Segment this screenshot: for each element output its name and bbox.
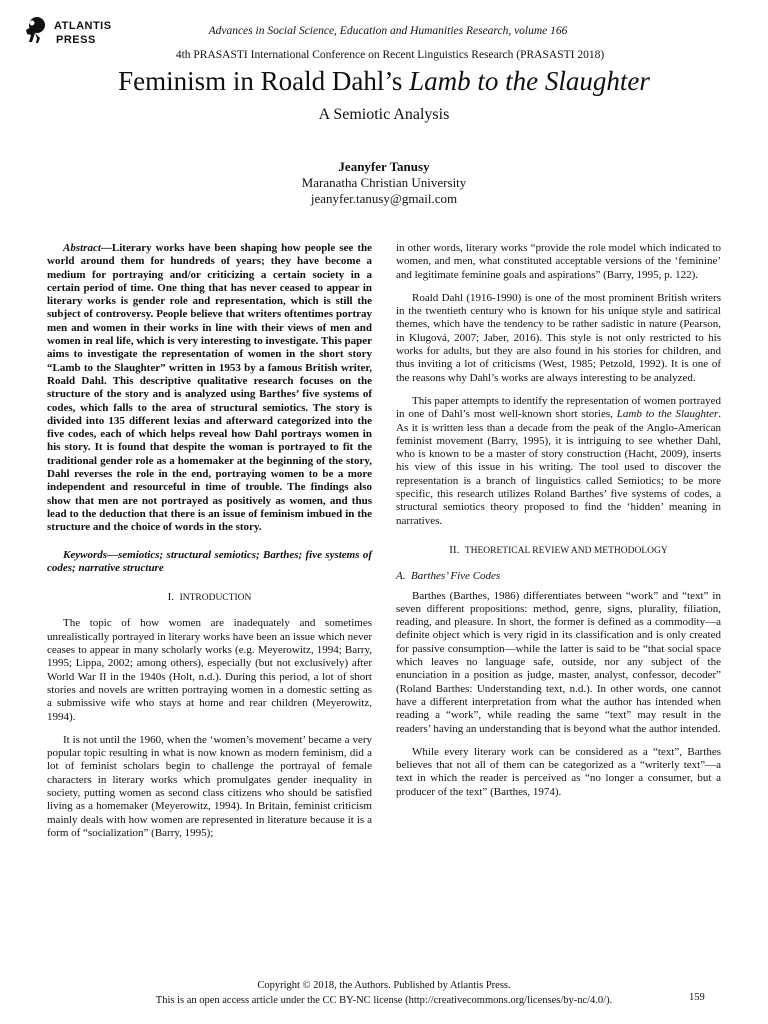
- paper-title-italic: Lamb to the Slaughter: [409, 66, 650, 96]
- theory-paragraph-2: While every literary work can be considered as a “text”, Barthes believes that not all of them can be categorized as a “writerly text”—a text in which the reader is perceived as “no longer a consumer, but a producer of the text” (Barthes, 1974).: [396, 745, 721, 798]
- intro-paragraph-1: The topic of how women are inadequately and sometimes unrealistically portrayed in literary works have been an issue which never ceases to appear in many scholarly works (e.g. Meyerowitz, 1994; Barry, 1995; Lippa, 2002; among others), especially (but not exclusively) after World War II in the 1940s (Holt, n.d.). During this period, a lot of short stories and novels are written portraying women in a domestic setting as a submissive wife who stays at home and rear children (Meyerowitz, 1994).: [47, 617, 372, 723]
- subsection-heading-barthes: A. Barthes’ Five Codes: [396, 570, 501, 583]
- journal-header: Advances in Social Science, Education and Humanities Research, volume 166: [208, 25, 568, 37]
- author-name: Jeanyfer Tanusy: [338, 159, 430, 174]
- theory-paragraph-1: Barthes (Barthes, 1986) differentiates between “work” and “text” in seven different propositions: method, genre, signs, plurality, filiation, reading, and pleasure. In short, the former is defined as a commodity—a definite object which is very rigid in its classification and is only created for passive consumption—while the latter is said to be “that social space which leaves no language safe, outside, nor any subject of the enunciation in a position as judge, master, analyst, confessor, decoder” (Roland Barthes: Understanding text, n.d.). In other words, one cannot have a different interpretation from what the author has intended when reading a “work”, while reading the same “text” may result in the readers’ having an understanding that is beyond what the author intended.: [396, 589, 721, 735]
- abstract: [47, 242, 372, 535]
- page-number: 159: [689, 992, 705, 1003]
- intro-paragraph-dahl: Roald Dahl (1916-1990) is one of the most prominent British writers in the twentieth century who is known for his unique style and satirical themes, which have the tendency to be rather sadistic in nature (Pearson, in Klugová, 2007; Jaber, 2016). This style is not only restricted to his works for adults, but they are also found in his stories for children, and thus inviting a lot of criticisms (West, 1985; Petzold, 1992). It is one of the reasons why Dahl’s works are always interesting to be analyzed.: [396, 291, 721, 384]
- paper-title: Feminism in Roald Dahl’s Lamb to the Slaughter: [118, 66, 650, 96]
- left-column: [47, 242, 372, 850]
- footer-license: This is an open access article under the CC BY-NC license (http://creativecommons.org/licenses/by-nc/4.0/).: [155, 995, 613, 1006]
- paper-subtitle: A Semiotic Analysis: [318, 106, 450, 123]
- publisher-name-line1: ATLANTIS: [54, 20, 112, 32]
- publisher-name-line2: PRESS: [56, 34, 96, 46]
- conference-header: 4th PRASASTI International Conference on Recent Linguistics Research (PRASASTI 2018): [175, 49, 605, 61]
- right-column: [396, 242, 721, 809]
- intro-paragraph-2: It is not until the 1960, when the ‘women’s movement’ became a very popular topic resulting in what is now known as modern feminism, did a lot of feminist scholars begin to challenge the portrayal of female characters in literary works which promulgates gender inequality in society, putting women as second class citizens who should be satisfied living as a homemaker (Meyerowitz, 1994). In Britain, feminist criticism mainly deals with how women are represented in literature because it is a form of “socialization” (Barry, 1995);: [47, 733, 372, 839]
- author-affiliation: Maranatha Christian University: [301, 175, 467, 190]
- abstract-text: —Literary works have been shaping how people see the world around them for hundreds of years; they have become a medium for portraying and/or criticizing a certain society in a certain period of time. One thing that has never ceased to appear in literary works is gender role and representation, which is still the subject of controversy. People believe that writers oftentimes portray men and women in their works in line with their views of men and women in real life, which is very interesting to investigate. This paper aims to investigate the representation of women in the short story “Lamb to the Slaughter” written in 1953 by a famous British writer, Roald Dahl. This descriptive qualitative research focuses on the structure of the story and is analyzed using Barthes’ five systems of codes, which falls to the area of structural semiotics. The story is divided into 135 different lexias and afterward categorized into the five codes, each of which helps reveal how Dahl portrays women in his story. It is found that despite the woman is portrayed to fit the traditional gender role as a homemaker at the beginning of the story, Dahl reverses the role in the end, portraying women to be a more independent and resourceful in time of trouble. The findings also show that men are not portrayed as positively as women, and thus lead to the deduction that there is an issue of feminism imbued in the structure and the choice of words in the story.: [47, 242, 372, 534]
- intro-paragraph-aim: This paper attempts to identify the representation of women portrayed in one of Dahl’s most well-known short stories, Lamb to the Slaughter. As it is written less than a decade from the peak of the Anglo-American feminist movement (Barry, 1995), it is intriguing to see whether Dahl, who is known to be a master of story construction (Hacht, 2009), inserts his view of this issue in his writing. The tool used to discover the representation is a branch of linguistics called Semiotics; to be more specific, this research utilizes Roland Barthes’ five systems of codes, a structural semiotics theory proposed to find the ‘hidden’ meaning in narratives.: [396, 394, 721, 527]
- intro-paragraph-2-continued: in other words, literary works “provide the role model which indicated to women, and men, what constituted acceptable versions of the ‘feminine’ and legitimate feminine goals and aspirations” (Barry, 1995, p. 122).: [396, 242, 721, 281]
- footer-copyright: Copyright © 2018, the Authors. Published by Atlantis Press.: [257, 980, 511, 991]
- keywords: Keywords—semiotics; structural semiotics; Barthes; five systems of codes; narrative structure: [47, 548, 372, 574]
- author-email: jeanyfer.tanusy@gmail.com: [310, 191, 458, 206]
- abstract-label: Abstract: [63, 242, 101, 254]
- section-heading-theory: II. THEORETICAL REVIEW AND METHODOLOGY: [449, 543, 668, 556]
- section-heading-introduction: I. INTRODUCTION: [167, 591, 252, 604]
